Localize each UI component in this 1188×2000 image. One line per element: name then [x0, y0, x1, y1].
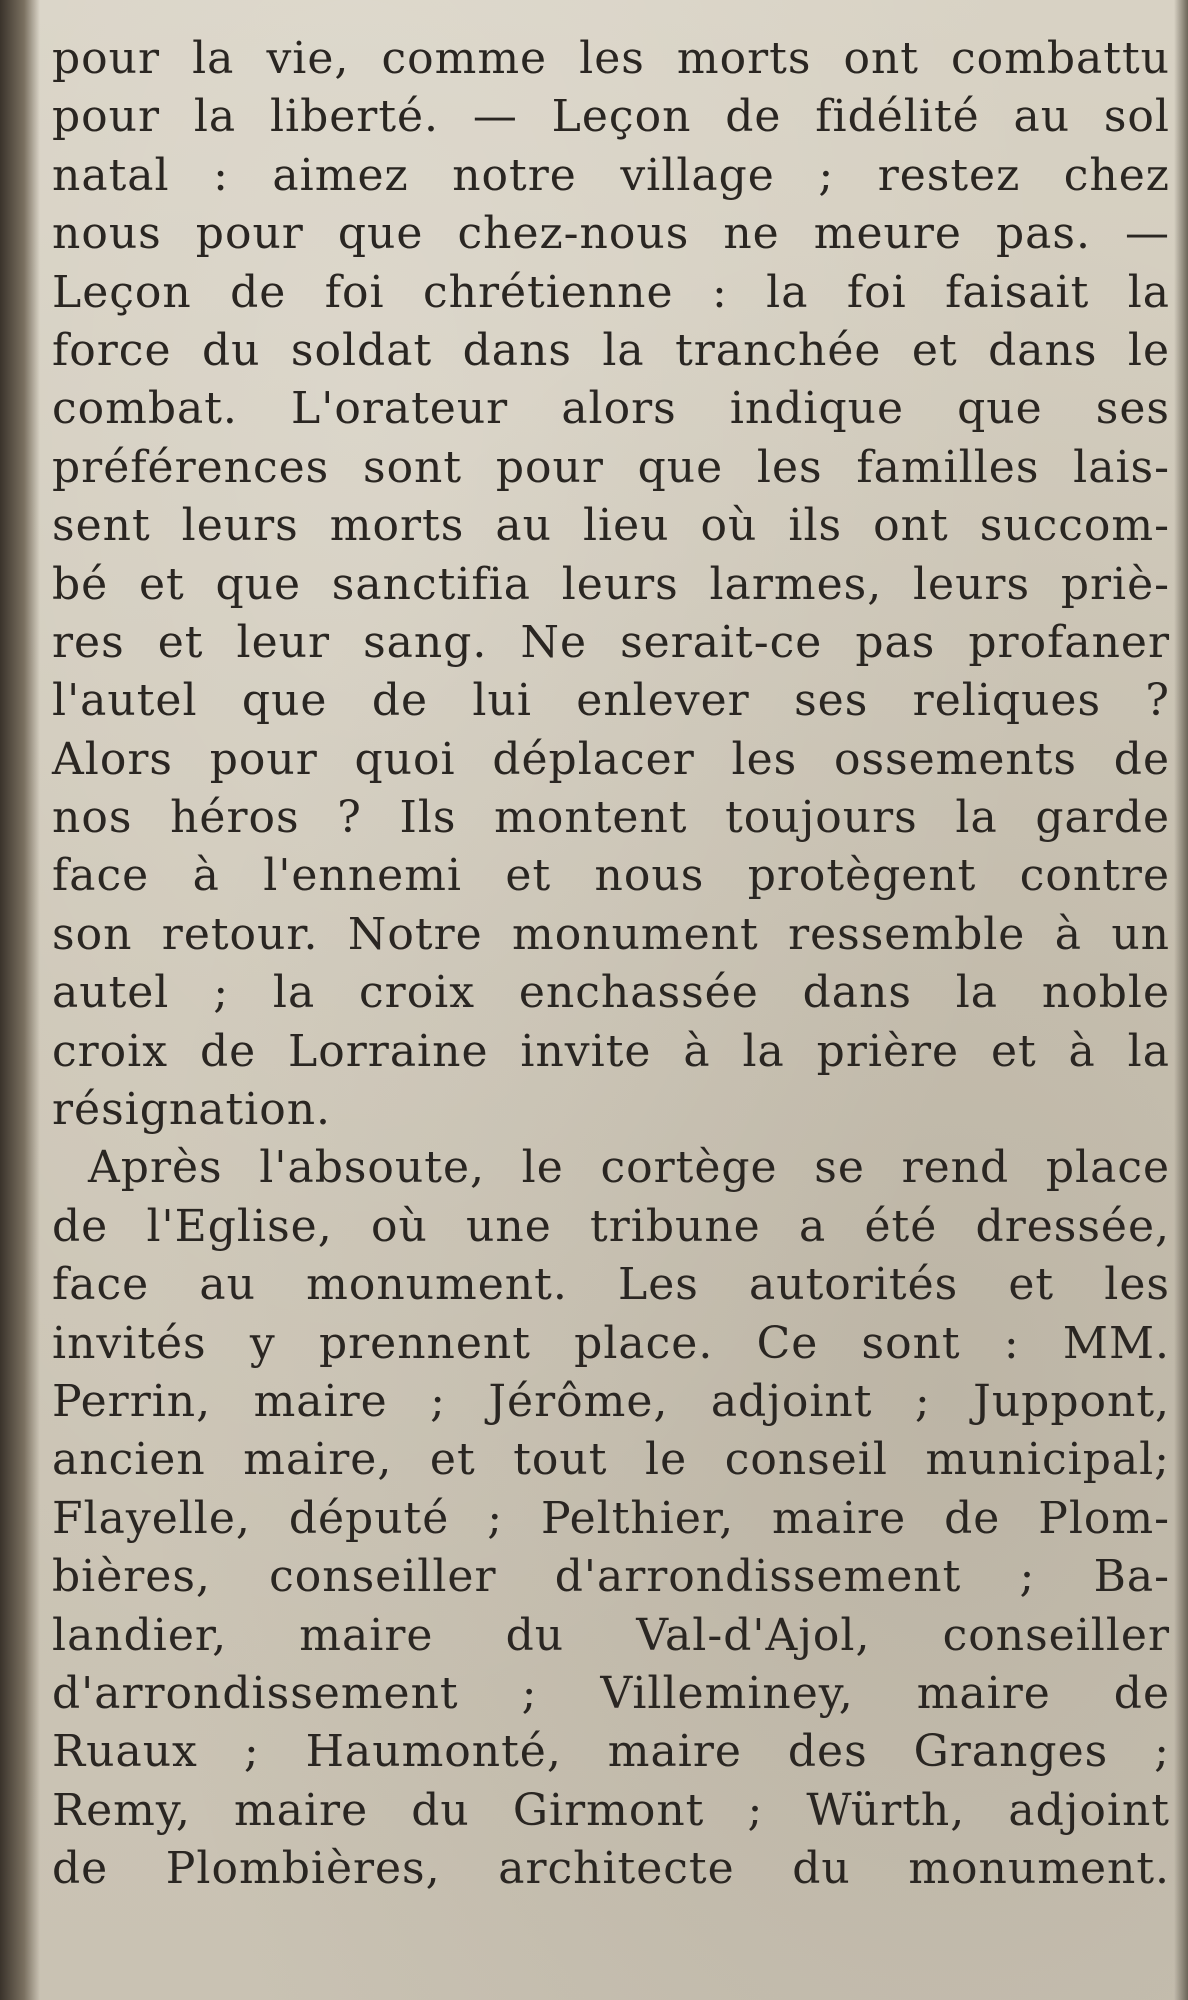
text-line: Ruaux ; Haumonté, maire des Granges ; — [52, 1726, 1170, 1778]
text-line: de Plombières, architecte du monument. — [52, 1843, 1170, 1895]
text-line: landier, maire du Val-d'Ajol, conseiller — [52, 1609, 1170, 1661]
text-line: préférences sont pour que les familles lais- — [52, 441, 1170, 493]
text-line: face à l'ennemi et nous protègent contre — [52, 850, 1170, 902]
text-line: res et leur sang. Ne serait-ce pas profaner — [52, 616, 1170, 668]
text-line: invités y prennent place. Ce sont : MM. — [52, 1317, 1170, 1369]
text-line: d'arrondissement ; Villeminey, maire de — [52, 1667, 1170, 1719]
text-line: force du soldat dans la tranchée et dans le — [52, 324, 1170, 376]
text-line: combat. L'orateur alors indique que ses — [52, 383, 1170, 435]
article-column — [52, 30, 1170, 1899]
text-line: bières, conseiller d'arrondissement ; Ba- — [52, 1551, 1170, 1603]
text-line: son retour. Notre monument ressemble à un — [52, 908, 1170, 960]
text-line: Perrin, maire ; Jérôme, adjoint ; Juppont, — [52, 1375, 1170, 1427]
text-line: l'autel que de lui enlever ses reliques ? — [52, 675, 1170, 727]
text-line: résignation. — [52, 1084, 332, 1136]
text-line: pour la vie, comme les morts ont combattu — [52, 33, 1170, 84]
text-line: Remy, maire du Girmont ; Würth, adjoint — [52, 1784, 1170, 1836]
text-line: natal : aimez notre village ; restez chez — [52, 149, 1170, 201]
text-line: face au monument. Les autorités et les — [52, 1259, 1170, 1311]
text-line: Après l'absoute, le cortège se rend place — [88, 1142, 1170, 1194]
text-line: nous pour que chez-nous ne meure pas. — — [52, 208, 1170, 260]
text-line: ancien maire, et tout le conseil municipal; — [52, 1434, 1170, 1486]
text-line: Flayelle, député ; Pelthier, maire de Plom- — [52, 1492, 1170, 1544]
text-line: bé et que sanctifia leurs larmes, leurs priè- — [52, 558, 1170, 610]
text-line: sent leurs morts au lieu où ils ont succom- — [52, 500, 1170, 552]
text-line: nos héros ? Ils montent toujours la garde — [52, 792, 1170, 844]
text-line: de l'Eglise, où une tribune a été dressée, — [52, 1200, 1170, 1252]
text-line: Alors pour quoi déplacer les ossements de — [52, 733, 1170, 785]
text-line: autel ; la croix enchassée dans la noble — [52, 967, 1170, 1019]
text-line: Leçon de foi chrétienne : la foi faisait la — [52, 266, 1170, 318]
text-line: pour la liberté. — Leçon de fidélité au sol — [52, 91, 1170, 143]
text-line: croix de Lorraine invite à la prière et à la — [52, 1025, 1170, 1077]
